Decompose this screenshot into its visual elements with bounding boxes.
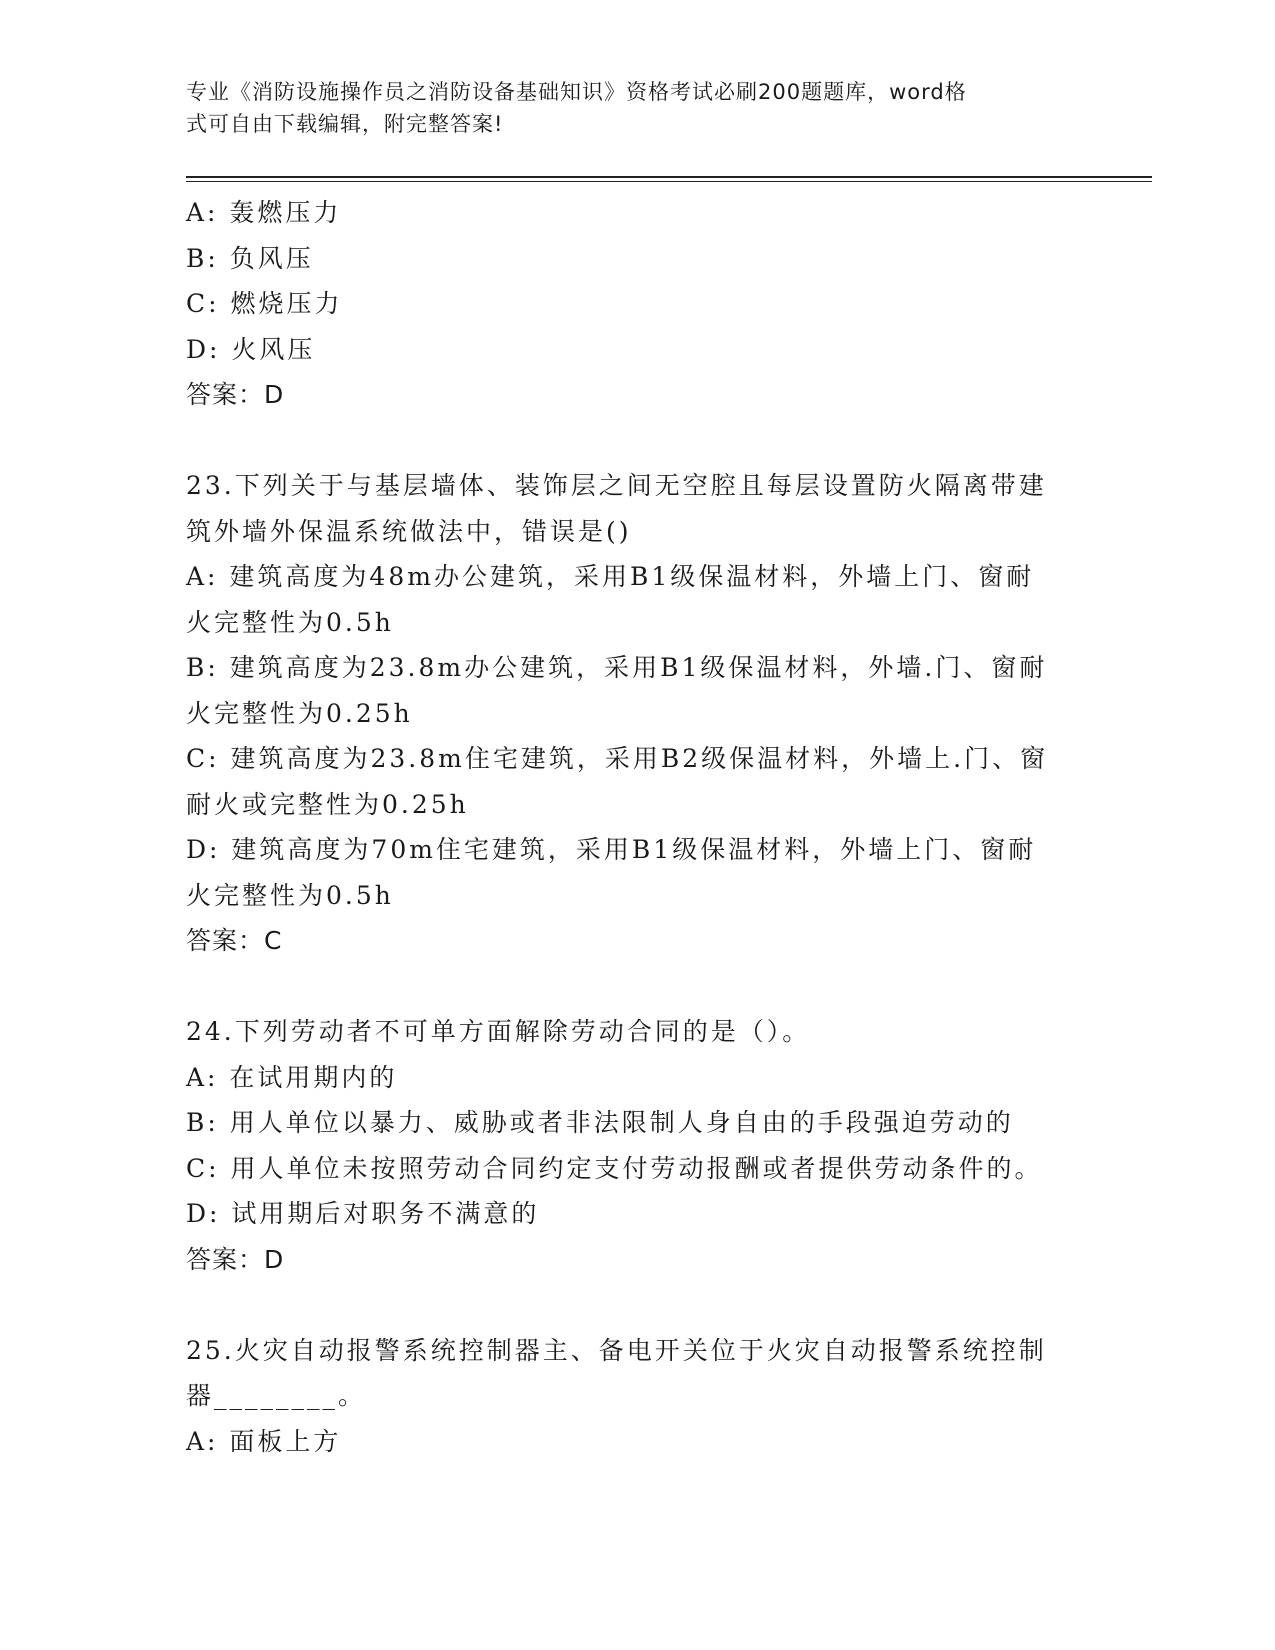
q24-option-c: C: 用人单位未按照劳动合同约定支付劳动报酬或者提供劳动条件的。 — [186, 1153, 1043, 1183]
q23-option-a-line-1: A: 建筑高度为48m办公建筑，采用B1级保温材料，外墙上门、窗耐 — [186, 562, 1035, 591]
q23-option-c-line-2: 耐火或完整性为0.25h — [186, 789, 469, 819]
q25-stem-line-2: 器________。 — [186, 1381, 367, 1410]
question-25 — [186, 1328, 1086, 1465]
q23-option-d-line-1: D: 建筑高度为70m住宅建筑，采用B1级保温材料，外墙上门、窗耐 — [186, 835, 1037, 864]
header-line-2: 式可自由下载编辑，附完整答案! — [186, 112, 504, 136]
q23-answer: 答案：C — [186, 926, 283, 955]
header-divider-thick — [186, 176, 1152, 178]
q22-option-d: D: 火风压 — [186, 334, 316, 364]
q22-option-a: A: 轰燃压力 — [186, 198, 342, 227]
q24-option-b: B: 用人单位以暴力、威胁或者非法限制人身自由的手段强迫劳动的 — [186, 1108, 1014, 1137]
spacer — [186, 1282, 1086, 1328]
document-header — [186, 76, 1066, 140]
q22-option-b: B: 负风压 — [186, 243, 314, 273]
spacer — [186, 964, 1086, 1010]
q24-answer: 答案：D — [186, 1244, 285, 1274]
q24-stem: 24.下列劳动者不可单方面解除劳动合同的是（）。 — [186, 1017, 811, 1046]
q22-answer: 答案：D — [186, 380, 285, 409]
q22-option-c: C: 燃烧压力 — [186, 289, 343, 318]
q25-option-a: A: 面板上方 — [186, 1426, 342, 1456]
q23-option-a-line-2: 火完整性为0.5h — [186, 607, 394, 637]
q23-stem-line-2: 筑外墙外保温系统做法中，错误是() — [186, 516, 632, 546]
q23-option-c-line-1: C: 建筑高度为23.8m住宅建筑，采用B2级保温材料，外墙上.门、窗 — [186, 744, 1049, 773]
q23-option-d-line-2: 火完整性为0.5h — [186, 880, 394, 910]
header-line-1: 专业《消防设施操作员之消防设备基础知识》资格考试必刷200题题库，word格 — [186, 80, 967, 104]
q24-option-d: D: 试用期后对职务不满意的 — [186, 1199, 540, 1228]
spacer — [186, 418, 1086, 464]
question-23 — [186, 463, 1086, 964]
q23-stem-line-1: 23.下列关于与基层墙体、装饰层之间无空腔且每层设置防火隔离带建 — [186, 471, 1047, 500]
q23-option-b-line-1: B: 建筑高度为23.8m办公建筑，采用B1级保温材料，外墙.门、窗耐 — [186, 653, 1048, 682]
q23-option-b-line-2: 火完整性为0.25h — [186, 698, 413, 728]
question-22 — [186, 190, 1086, 418]
header-divider-thin — [186, 181, 1152, 182]
question-24 — [186, 1009, 1086, 1282]
question-list — [186, 190, 1086, 1464]
q24-option-a: A: 在试用期内的 — [186, 1062, 398, 1092]
q25-stem-line-1: 25.火灾自动报警系统控制器主、备电开关位于火灾自动报警系统控制 — [186, 1335, 1047, 1365]
